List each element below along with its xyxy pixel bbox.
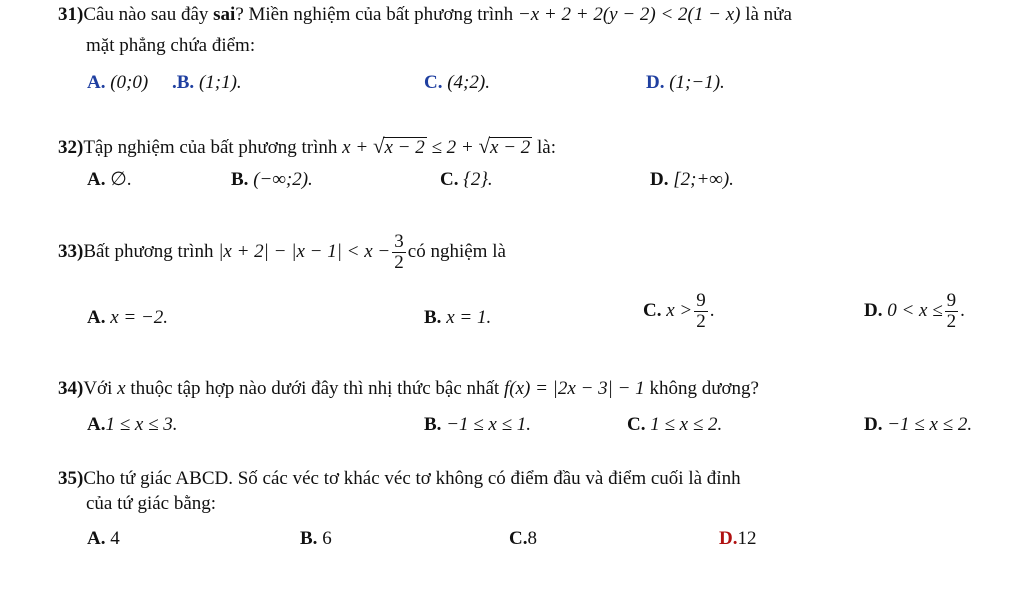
radicand: x − 2 [384,137,425,158]
option-label: A. [87,414,106,435]
option-label: A. [87,72,106,93]
stem-line-2: mặt phẳng chứa điểm: [86,34,256,56]
option-32-b[interactable] [231,169,313,192]
option-value: (1;1). [198,72,242,93]
option-label: B. [231,169,249,190]
stem-text: là nửa [740,4,792,25]
question-34 [58,378,1016,401]
question-number: 32) [58,137,84,158]
option-label: C. [627,414,646,435]
option-value: {2}. [463,169,493,190]
option-value: (4;2). [447,72,490,93]
option-34-b[interactable] [424,414,531,437]
fraction-denominator: 2 [946,310,957,332]
option-34-c[interactable] [627,414,722,437]
option-value: (−∞;2). [253,169,313,190]
radicand: x − 2 [490,137,531,158]
option-value: 4 [110,528,120,549]
question-stem [58,134,1016,160]
option-33-a[interactable] [87,307,168,330]
option-32-d[interactable] [650,169,734,192]
fraction-denominator: 2 [696,310,706,332]
option-label: A. [87,307,106,328]
option-34-a[interactable] [87,414,178,437]
option-35-d[interactable] [719,528,756,551]
option-value: 12 [737,528,757,549]
question-stem [58,378,1016,401]
option-value: x > [666,300,693,322]
stem-line-2: của tứ giác bằng: [86,492,217,514]
inequality-expression [342,134,532,158]
fraction [945,291,959,332]
question-31 [58,4,1016,58]
question-number: 34) [58,378,84,399]
question-33 [58,232,1016,273]
option-value: x = −2. [110,307,169,328]
sqrt-symbol: √ [372,134,385,158]
function-expression: f(x) = |2x − 3| − 1 [503,378,645,399]
option-value: 0 < x ≤ [887,300,943,322]
option-label: C. [509,528,528,549]
question-stem [58,4,1016,27]
option-label: D. [864,300,883,322]
inequality-expression: |x + 2| − |x − 1| < x − [218,241,391,263]
option-value: 6 [322,528,332,549]
option-value: ∅. [110,169,132,190]
option-35-a[interactable] [87,528,120,551]
stem-text: Tập nghiệm của bất phương trình [83,137,343,158]
option-label: D. [864,414,883,435]
variable-x: x [117,378,126,399]
stem-text: là: [532,137,557,158]
question-number: 35) [58,468,84,489]
question-35 [58,468,1016,516]
option-label: C. [424,72,443,93]
stem-text: thuộc tập hợp nào dưới đây thì nhị thức bậc nhất [125,378,504,399]
option-value: 8 [527,528,537,549]
fraction-denominator: 2 [394,251,404,273]
question-stem [58,232,1016,273]
option-value: (1;−1). [669,72,725,93]
option-33-c[interactable] [643,291,715,332]
math-part: x + [342,137,369,158]
option-label: C. [643,300,662,322]
fraction [392,232,406,273]
option-label: A. [87,169,106,190]
stem-text: Với [83,378,118,399]
option-value: −1 ≤ x ≤ 2. [887,414,973,435]
option-label: D. [650,169,669,190]
inequality-expression: −x + 2 + 2(y − 2) < 2(1 − x) [517,4,741,25]
option-31-c[interactable] [424,72,490,95]
option-label: B. [300,528,318,549]
question-number: 33) [58,241,84,263]
stem-text: ? Miền nghiệm của bất phương trình [235,4,518,25]
math-part: ≤ 2 + [431,137,474,158]
option-label: A. [87,528,106,549]
option-35-c[interactable] [509,528,537,551]
option-label: B. [424,307,442,328]
option-value: 1 ≤ x ≤ 3. [105,414,178,435]
fraction-numerator: 9 [696,290,706,311]
stem-text: không dương? [644,378,759,399]
option-33-b[interactable] [424,307,491,330]
stem-text: Bất phương trình [83,241,214,263]
option-33-d[interactable] [864,291,965,332]
stem-text: Câu nào sau đây [83,4,214,25]
option-label: D. [719,528,738,549]
question-32 [58,134,1016,160]
option-label: D. [646,72,665,93]
option-value: [2;+∞). [673,169,734,190]
option-value: x = 1. [446,307,492,328]
option-31-a[interactable] [87,72,148,95]
option-35-b[interactable] [300,528,332,551]
fraction-numerator: 3 [394,231,404,252]
option-label: B. [424,414,442,435]
option-value: 1 ≤ x ≤ 2. [650,414,723,435]
question-number: 31) [58,4,84,25]
option-34-d[interactable] [864,414,972,437]
option-punct: . [960,300,965,322]
option-31-b[interactable] [172,72,242,95]
sqrt-symbol: √ [478,134,491,158]
question-stem [58,468,1016,491]
option-value: (0;0) [110,72,149,93]
option-32-c[interactable] [440,169,493,192]
option-31-d[interactable] [646,72,725,95]
option-32-a[interactable] [87,169,132,192]
fraction-numerator: 9 [946,290,957,311]
stem-text: Cho tứ giác ABCD. Số các véc tơ khác véc tơ không có điểm đầu và điểm cuối là đỉnh [83,468,741,489]
fraction [694,291,708,332]
stem-text: có nghiệm là [407,241,506,263]
stem-bold-word: sai [213,4,236,25]
option-label: C. [440,169,459,190]
option-label: .B. [172,72,195,93]
option-punct: . [709,300,715,322]
option-value: −1 ≤ x ≤ 1. [446,414,532,435]
